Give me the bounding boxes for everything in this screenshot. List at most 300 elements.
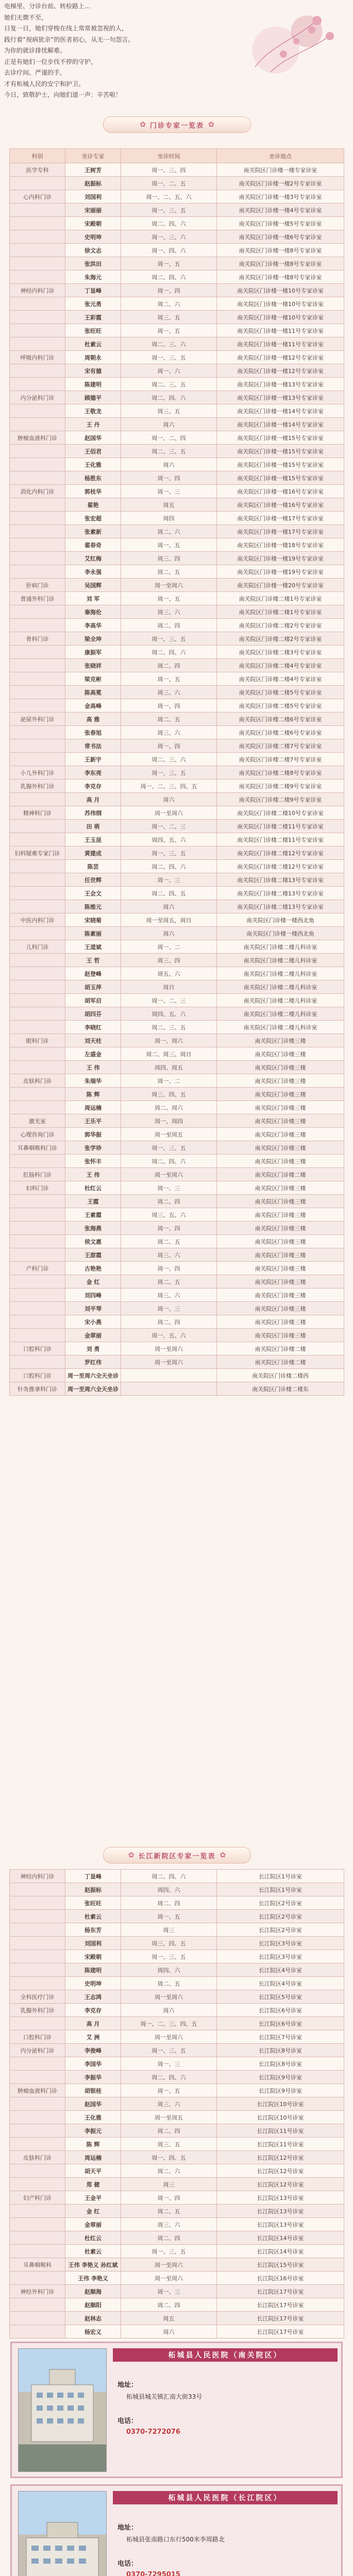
table-row [10,779,344,793]
doctor-cell: 杨胜东 [65,471,121,485]
time-cell: 周一、五 [121,592,217,605]
dept-cell: 骨科门诊 [10,632,65,646]
hospital-card-changjiang [10,2484,343,2576]
doctor-cell: 李克存 [65,779,121,793]
dept-cell [10,257,65,270]
dept-cell [10,445,65,458]
dept-cell: 口腔科门诊 [10,2030,65,2044]
place-cell: 南关院区门诊楼三楼 [217,1114,344,1128]
table-row [10,1896,344,1910]
time-cell: 周六 [121,418,217,431]
dept-cell: 普通外科门诊 [10,592,65,605]
place-cell: 南关院区门诊楼二楼 [217,1168,344,1181]
dept-cell [10,471,65,485]
table-row [10,257,344,270]
table-row [10,967,344,980]
dept-cell [10,2097,65,2111]
table-row [10,1155,344,1168]
section-title: 门诊专家一览表 [149,122,204,130]
place-cell: 南关院区门诊楼三楼 [217,1128,344,1141]
dept-cell [10,967,65,980]
time-cell: 周一、三、五 [121,1950,217,1963]
time-cell: 周五 [121,2312,217,2325]
table-row [10,713,344,726]
table-row [10,739,344,753]
place-cell: 长江院区4号诊室 [217,1977,344,1990]
place-cell: 南关院区门诊楼三楼 [217,1235,344,1248]
table-row [10,913,344,927]
place-cell: 长江院区9号诊室 [217,2084,344,2097]
table-row [10,445,344,458]
doctor-cell: 常书法 [65,739,121,753]
table-row [10,512,344,525]
dept-cell: 心理咨询门诊 [10,1128,65,1141]
dept-cell [10,2071,65,2084]
time-cell [121,1382,217,1396]
dept-cell [10,1315,65,1329]
doctor-cell: 赵登峰 [65,967,121,980]
intro-line: 才有柘城人民的安宁和护卫。 [4,80,85,88]
time-cell: 周二、四 [121,2124,217,2138]
table-row [10,404,344,418]
dept-cell [10,337,65,351]
table-row [10,351,344,364]
table-row [10,552,344,565]
place-cell: 南关院区门诊楼二楼7号专家诊室 [217,739,344,753]
time-cell: 周二、四 [121,1896,217,1910]
table-row [10,2030,344,2044]
intro-line: 去诊疗间、严谨的手， [4,69,66,76]
doctor-cell: 王金平 [65,2191,121,2205]
address-label: 地址： [117,2381,138,2389]
outpatient-expert-table [9,148,344,1396]
doctor-cell: 李振元 [65,2124,121,2138]
table-row [10,887,344,900]
address-value: 柘城县张南路口东行500米李周路北 [126,2536,225,2543]
flower-icon: ✿ [128,1851,135,1859]
place-cell: 南关院区门诊楼三楼 [217,1329,344,1342]
table-row [10,1235,344,1248]
section-title: 长江新院区专家一览表 [138,1852,216,1860]
time-cell: 周一至周六 [121,579,217,592]
time-cell: 周一至周六 [121,806,217,820]
dept-cell: 肝病门诊 [10,579,65,592]
dept-cell [10,605,65,619]
dept-cell: 儿科门诊 [10,940,65,954]
time-cell: 周三、六 [121,726,217,739]
doctor-cell: 高 雅 [65,713,121,726]
doctor-cell: 王会文 [65,887,121,900]
dept-cell [10,1950,65,1963]
time-cell: 周一至周六 [121,2272,217,2285]
dept-cell: 乳腺外科门诊 [10,779,65,793]
time-cell: 周一、五 [121,538,217,552]
dept-cell [10,1275,65,1289]
dept-cell [10,1155,65,1168]
doctor-cell: 陈素丽 [65,927,121,940]
doctor-cell: 朱瑞华 [65,1074,121,1088]
place-cell: 南关院区门诊楼三楼 [217,1074,344,1088]
time-cell: 周四、六 [121,1963,217,1977]
place-cell: 南关院区门诊楼二楼6号专家诊室 [217,726,344,739]
doctor-cell: 刘国利 [65,1937,121,1950]
dept-cell: 针灸推拿科门诊 [10,1382,65,1396]
place-cell: 南关院区门诊楼一楼10号专家诊室 [217,311,344,324]
table-row [10,994,344,1007]
doctor-cell: 丁显峰 [65,284,121,297]
table-row [10,565,344,579]
dept-cell: 医学专科 [10,163,65,177]
doctor-cell: 翟春奇 [65,538,121,552]
dept-cell: 乳腺外科门诊 [10,2004,65,2017]
table-row [10,217,344,230]
time-cell: 周二、三、五 [121,1021,217,1034]
table-row [10,2231,344,2245]
table-row [10,1870,344,1883]
place-cell: 南关院区门诊楼二楼12号专家诊室 [217,860,344,873]
dept-cell [10,793,65,806]
time-cell: 周一、二、四 [121,431,217,445]
place-cell: 长江院区1号诊室 [217,1870,344,1883]
table-row [10,163,344,177]
place-cell: 南关院区门诊楼三楼 [217,1315,344,1329]
doctor-cell: 胡银桂 [65,2084,121,2097]
table-row [10,860,344,873]
place-cell: 南关院区门诊楼一楼专家诊室 [217,163,344,177]
intro-line: 电梯里、分诊台前、转检路上… [4,3,91,10]
time-cell: 周二、六 [121,525,217,538]
place-cell: 南关院区门诊楼三楼 [217,1088,344,1101]
place-cell: 南关院区门诊楼二楼西 [217,1369,344,1382]
place-cell: 南关院区门诊楼三楼 [217,1275,344,1289]
table-row [10,458,344,471]
time-cell: 周二、四、六 [121,860,217,873]
table-row [10,699,344,713]
dept-cell [10,753,65,766]
flower-illustration [234,5,338,80]
doctor-cell: 郭华振 [65,1128,121,1141]
table-header-row [10,149,344,163]
header-doctor: 坐诊专家 [65,149,121,163]
doctor-cell: 张学珍 [65,1141,121,1155]
time-cell: 周三 [121,2178,217,2191]
time-cell: 周一、二 [121,940,217,954]
table-row [10,1302,344,1315]
doctor-cell: 李东亮 [65,766,121,779]
dept-cell [10,2218,65,2231]
table-row [10,619,344,632]
header-place: 坐诊地点 [217,149,344,163]
doctor-cell: 朱海元 [65,270,121,284]
place-cell: 南关院区门诊楼一楼12号专家诊室 [217,351,344,364]
place-cell: 南关院区门诊楼三楼 [217,1181,344,1195]
table-row [10,1047,344,1061]
time-cell: 周二、四、六 [121,217,217,230]
doctor-cell: 李高华 [65,619,121,632]
table-row [10,431,344,445]
doctor-cell: 宋小燕 [65,1315,121,1329]
table-row [10,1034,344,1047]
table-row [10,498,344,512]
time-cell: 周一、四 [121,2191,217,2205]
dept-cell [10,833,65,846]
place-cell: 南关院区门诊楼三楼 [217,1289,344,1302]
place-cell: 南关院区门诊楼二楼1号专家诊室 [217,592,344,605]
doctor-cell: 任世辉 [65,873,121,887]
time-cell: 周五、六 [121,967,217,980]
table-row [10,485,344,498]
doctor-cell: 张素新 [65,525,121,538]
place-cell: 南关院区门诊楼二楼8号专家诊室 [217,766,344,779]
table-row [10,2097,344,2111]
time-cell: 周二、周六 [121,1101,217,1114]
time-cell: 周三、五、六 [121,1208,217,1222]
place-cell: 南关院区门诊楼二楼 [217,1342,344,1355]
place-cell: 南关院区门诊楼三楼 [217,1222,344,1235]
time-cell: 周一、二 [121,1074,217,1088]
place-cell: 南关院区门诊楼一楼13号专家诊室 [217,391,344,404]
place-cell: 南关院区门诊楼二楼10号专家诊室 [217,806,344,820]
doctor-cell: 赵顺海 [65,2285,121,2298]
doctor-cell: 胡军启 [65,994,121,1007]
doctor-cell: 艾 洲 [65,2030,121,2044]
place-cell: 南关院区门诊楼一楼6号专家诊室 [217,230,344,244]
dept-cell [10,860,65,873]
table-row [10,538,344,552]
time-cell: 周二、五 [121,1275,217,1289]
dept-cell [10,2272,65,2285]
dept-cell [10,1248,65,1262]
doctor-cell: 翟艳 [65,498,121,512]
doctor-cell: 陈高冕 [65,686,121,699]
dept-cell [10,2325,65,2338]
time-cell: 周一至周五，周日 [121,913,217,927]
time-cell: 周四、五、六 [121,1007,217,1021]
time-cell: 周一、三 [121,1302,217,1315]
dept-cell [10,324,65,337]
phone-value[interactable]: 0370-7272076 [126,2428,180,2436]
table-row [10,311,344,324]
time-cell: 周一、三、五 [121,2245,217,2258]
dept-cell [10,1195,65,1208]
doctor-cell: 赵林志 [65,2312,121,2325]
dept-cell: 神经内科门诊 [10,1870,65,1883]
doctor-cell: 郑 健 [65,2178,121,2191]
doctor-cell: 刘天柱 [65,1034,121,1047]
table-row [10,2044,344,2057]
doctor-cell: 梁全坤 [65,632,121,646]
doctor-cell: 杜素云 [65,2245,121,2258]
doctor-cell: 史明坤 [65,1977,121,1990]
time-cell: 周三、六 [121,1248,217,1262]
doctor-cell: 李国华 [65,2057,121,2071]
place-cell: 长江院区6号诊室 [217,2004,344,2017]
time-cell: 周一、三、五 [121,766,217,779]
doctor-cell: 杨宏义 [65,2325,121,2338]
doctor-cell: 陈 辉 [65,1088,121,1101]
time-cell: 周六 [121,793,217,806]
dept-cell [10,954,65,967]
place-cell: 南关院区门诊楼二楼4号专家诊室 [217,659,344,672]
table-row [10,1128,344,1141]
place-cell: 长江院区6号诊室 [217,2017,344,2030]
time-cell: 周一、三、五 [121,632,217,646]
doctor-cell: 张旺旺 [65,1896,121,1910]
table-row [10,2245,344,2258]
doctor-cell: 王志鸿 [65,1990,121,2004]
doctor-cell: 周一至周六全天坐诊 [65,1369,121,1382]
dept-cell: 产科门诊 [10,1262,65,1275]
doctor-cell: 李俊峰 [65,2044,121,2057]
doctor-cell: 梁克彬 [65,672,121,686]
time-cell: 周一、周六 [121,1034,217,1047]
doctor-cell: 胡天平 [65,2164,121,2178]
table-row [10,2004,344,2017]
place-cell: 长江院区2号诊室 [217,1923,344,1937]
place-cell: 南关院区门诊楼一楼19号专家诊室 [217,565,344,579]
dept-cell [10,2057,65,2071]
time-cell: 周一至周六 [121,2258,217,2272]
place-cell: 南关院区门诊楼二楼儿科诊室 [217,967,344,980]
header-time: 坐诊时间 [121,149,217,163]
dept-cell [10,980,65,994]
dept-cell [10,364,65,378]
table-row [10,1061,344,1074]
time-cell: 周一、四 [121,471,217,485]
intro-line: 日复一日，她们穿梭在线上常常被忽视的人， [4,25,128,32]
time-cell: 周二、六 [121,2164,217,2178]
doctor-cell: 苏伟纲 [65,806,121,820]
time-cell: 周四、五、六 [121,833,217,846]
section-banner-changjiang [103,1847,251,1863]
doctor-cell: 罗红伟 [65,1355,121,1369]
time-cell: 周一至周六 [121,1342,217,1355]
dept-cell: 消化内科门诊 [10,485,65,498]
dept-cell: 皮肤科门诊 [10,2151,65,2164]
time-cell: 周二、四、六 [121,270,217,284]
table-row [10,284,344,297]
time-cell: 周六 [121,2325,217,2338]
flower-icon: ✿ [208,121,214,129]
place-cell: 南关院区门诊楼二楼3号专家诊室 [217,646,344,659]
place-cell: 南关院区门诊楼二楼2号专家诊室 [217,619,344,632]
table-row [10,980,344,994]
time-cell: 周一、三、四 [121,163,217,177]
dept-cell [10,1896,65,1910]
table-row [10,2151,344,2164]
doctor-cell: 王伟 李艳义 孙红斌 [65,2258,121,2272]
place-cell: 南关院区门诊楼二楼5号专家诊室 [217,699,344,713]
time-cell: 周一至周五 [121,2111,217,2124]
time-cell: 周二、四 [121,2231,217,2245]
dept-cell: 呼吸内科门诊 [10,351,65,364]
doctor-cell: 宋殿朝 [65,1950,121,1963]
phone-value[interactable]: 0370-7295015 [126,2571,180,2576]
table-row [10,324,344,337]
time-cell: 周六 [121,2004,217,2017]
time-cell: 周一、三 [121,2057,217,2071]
table-row [10,471,344,485]
table-row [10,1950,344,1963]
place-cell: 南关院区门诊楼三楼 [217,1034,344,1047]
doctor-cell: 李晓红 [65,1021,121,1034]
table-row [10,2218,344,2231]
time-cell: 周一、三、五 [121,1141,217,1155]
table-row [10,806,344,820]
place-cell: 南关院区门诊楼二楼4号专家诊室 [217,672,344,686]
intro-line: 践行着“视病犹亲”的医者初心，从无一句怨言。 [4,36,135,43]
table-row [10,2258,344,2272]
doctor-cell: 刘四峰 [65,1289,121,1302]
time-cell: 周日 [121,980,217,994]
dept-cell [10,297,65,311]
time-cell: 周一、五 [121,1910,217,1923]
doctor-cell: 王 伟 [65,1061,121,1074]
doctor-cell: 徐文志 [65,244,121,257]
table-row [10,337,344,351]
place-cell: 长江院区5号诊室 [217,1990,344,2004]
doctor-cell: 金翠丽 [65,1329,121,1342]
dept-cell [10,498,65,512]
time-cell: 周一、五 [121,2084,217,2097]
table-row [10,2071,344,2084]
doctor-cell: 宋殿朝 [65,217,121,230]
place-cell: 南关院区门诊楼一楼12号专家诊室 [217,364,344,378]
time-cell: 周一至周六 [121,1168,217,1181]
time-cell: 周六 [121,900,217,913]
doctor-cell: 张晓祥 [65,659,121,672]
dept-cell [10,1222,65,1235]
place-cell: 南关院区门诊楼一楼16号专家诊室 [217,498,344,512]
intro-line: 正是有她们一位步伐不停的守护， [4,58,97,65]
table-row [10,1021,344,1034]
time-cell: 周一、三、五 [121,204,217,217]
dept-cell [10,244,65,257]
time-cell: 周二、四、六 [121,1155,217,1168]
time-cell: 周二、四 [121,619,217,632]
doctor-cell: 王霞 [65,1195,121,1208]
table-row [10,1275,344,1289]
dept-cell [10,2231,65,2245]
place-cell: 长江院区10号诊室 [217,2111,344,2124]
dept-cell: 激光室 [10,1114,65,1128]
doctor-cell: 张元勇 [65,297,121,311]
doctor-cell: 周运楠 [65,2151,121,2164]
hospital-name: 柘城县人民医院（长江院区） [113,2491,338,2504]
table-row [10,846,344,860]
time-cell: 周五 [121,498,217,512]
doctor-cell: 王敬龙 [65,404,121,418]
table-row [10,1289,344,1302]
place-cell: 南关院区门诊楼二楼6号专家诊室 [217,713,344,726]
time-cell: 周三、六 [121,2218,217,2231]
table-row [10,2164,344,2178]
table-row [10,1937,344,1950]
doctor-cell: 吴国辉 [65,579,121,592]
dept-cell [10,458,65,471]
place-cell: 南关院区门诊楼二楼东 [217,1382,344,1396]
doctor-cell: 陈建明 [65,1963,121,1977]
time-cell: 周六 [121,927,217,940]
phone-label: 电话： [117,2417,138,2425]
table-row [10,1923,344,1937]
table-row [10,1329,344,1342]
time-cell: 周三、四 [121,552,217,565]
dept-cell: 肿瘤血液科门诊 [10,2084,65,2097]
dept-cell [10,873,65,887]
table-row [10,2138,344,2151]
doctor-cell: 赵国华 [65,2097,121,2111]
